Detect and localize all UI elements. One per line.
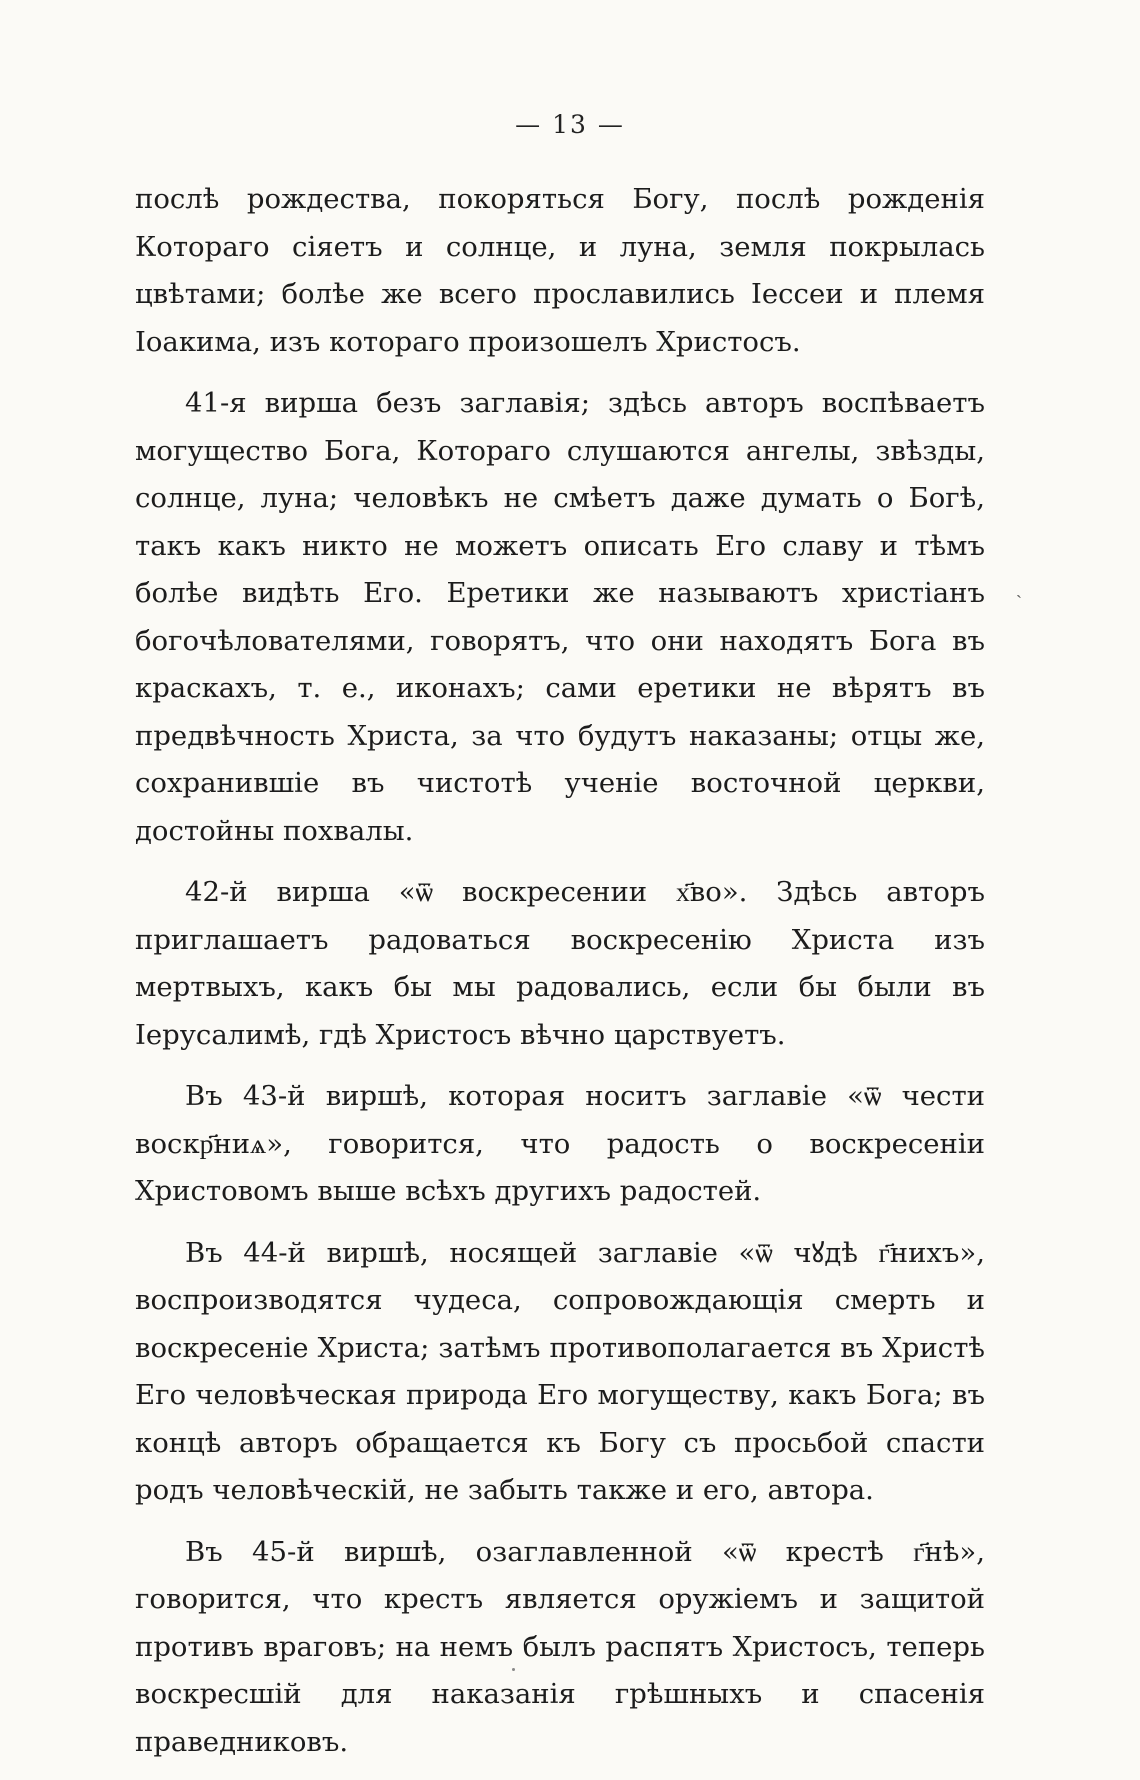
paragraph-verse-41: 41-я вирша безъ заглавія; здѣсь авторъ воспѣваетъ могущество Бога, Котораго слушаются ангелы, звѣзды, солнце, луна; человѣкъ не смѣетъ даже думать о Богѣ, такъ какъ никто не можетъ описать Его славу и тѣмъ болѣе видѣть Его. Еретики же называютъ христіанъ богочѣлователями, говорятъ, что они находятъ Бога въ краскахъ, т. е., иконахъ; сами еретики не вѣрятъ въ предвѣчность Христа, за что будутъ наказаны; отцы же, сохранившіе въ чистотѣ ученіе восточной церкви, достойны похвалы. — [135, 387, 985, 847]
paragraph-verse-43: Въ 43-й виршѣ, которая носитъ заглавіе «ѿ чести воскр҃ниѧ», говорится, что радость о воскресеніи Христовомъ выше всѣхъ другихъ радостей. — [135, 1080, 985, 1207]
paper-speck — [512, 1668, 515, 1671]
paragraph-verse-42: 42-й вирша «ѿ воскресении х҃во». Здѣсь авторъ приглашаетъ радоваться воскресенію Христа изъ мертвыхъ, какъ бы мы радовались, если бы были въ Іерусалимѣ, гдѣ Христосъ вѣчно царствуетъ. — [135, 876, 985, 1051]
paragraph-verse-44: Въ 44-й виршѣ, носящей заглавіе «ѿ чꙋдѣ г҃нихъ», воспроизводятся чудеса, сопровождающія смерть и воскресеніе Христа; затѣмъ противополагается въ Христѣ Его человѣческая природа Его могуществу, какъ Бога; въ концѣ авторъ обращается къ Богу съ просьбой спасти родъ человѣческій, не забыть также и его, автора. — [135, 1236, 985, 1506]
margin-mark: ˎ — [1016, 578, 1022, 599]
paragraph-verse-45: Въ 45-й виршѣ, озаглавленной «ѿ крестѣ г҃нѣ», говорится, что крестъ является оружіемъ и защитой противъ враговъ; на немъ былъ распятъ Христосъ, теперь воскресшій для наказанія грѣшныхъ и спасенія праведниковъ. — [135, 1535, 985, 1758]
paragraph-continuation: послѣ рождества, покоряться Богу, послѣ рожденія Котораго сіяетъ и солнце, и луна, земля покрылась цвѣтами; болѣе же всего прославились Іессеи и племя Іоакима, изъ котораго произошелъ Христосъ. — [135, 183, 985, 358]
page-number: — 13 — — [515, 110, 625, 139]
body-text — [135, 176, 985, 1780]
